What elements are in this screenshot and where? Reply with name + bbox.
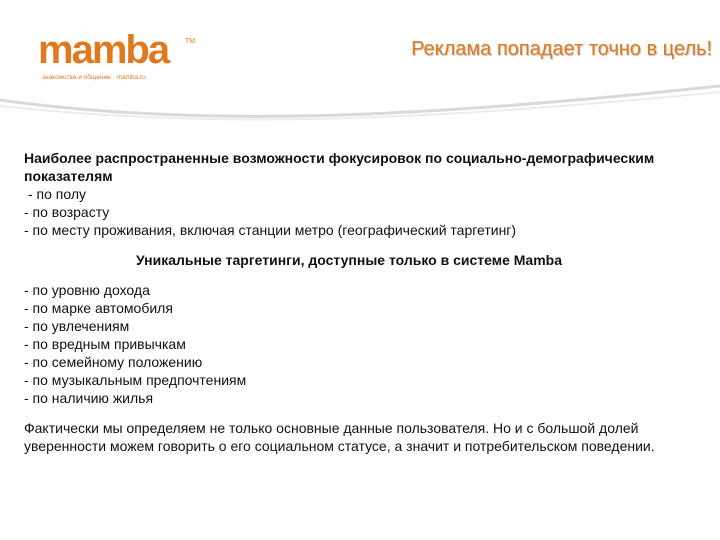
- section2-item: - по уровню дохода: [24, 282, 150, 298]
- summary-paragraph: Фактически мы определяем не только основные данные пользователя. Но и с большой долей уверенности можем говорить о его социальном статусе, а значит и потребительском поведении.: [24, 420, 655, 454]
- section1-lead: Наиболее распространенные возможности фокусировок по социально-демографическим показателям: [24, 150, 655, 184]
- logo-trademark: TM: [185, 38, 196, 45]
- section1-item: - по месту проживания, включая станции метро (географический таргетинг): [24, 222, 517, 238]
- section2-item: - по семейному положению: [24, 354, 203, 370]
- logo-wordmark: mamba: [38, 28, 169, 72]
- header-swoosh: [0, 78, 720, 138]
- section2-item: - по увлечениям: [24, 318, 130, 334]
- mamba-logo: [38, 28, 198, 84]
- section2-heading: Уникальные таргетинги, доступные только в системе Mamba: [136, 252, 562, 268]
- section2-item: - по марке автомобиля: [24, 300, 173, 316]
- section1-item: - по полу: [28, 186, 87, 202]
- logo-tagline: знакомства и общение · mamba.ru: [42, 74, 146, 81]
- slide-body: [24, 149, 704, 455]
- slide-headline: Реклама попадает точно в цель!: [411, 38, 712, 60]
- section2-item: - по музыкальным предпочтениям: [24, 372, 247, 388]
- section2-item: - по вредным привычкам: [24, 336, 186, 352]
- section2-item: - по наличию жилья: [24, 390, 154, 406]
- section1-item: - по возрасту: [24, 204, 110, 220]
